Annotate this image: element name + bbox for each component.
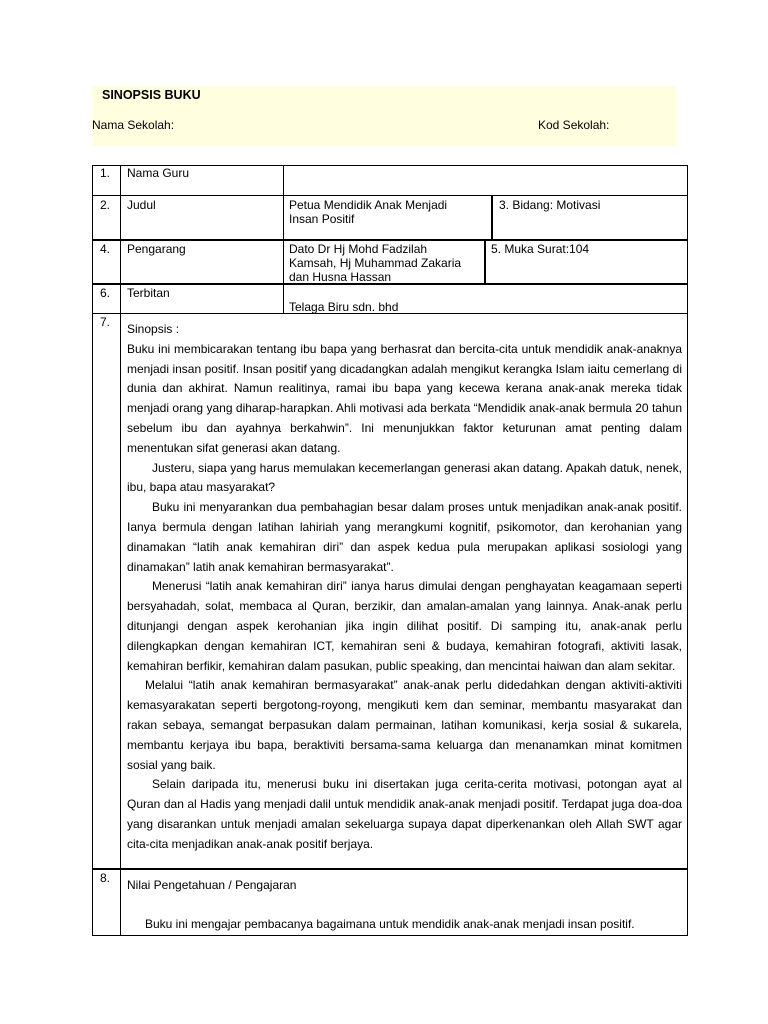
value-terbitan: Telaga Biru sdn. bhd [289,300,399,314]
document-title: SINOPSIS BUKU [102,88,201,102]
row-number: 1. [100,166,111,180]
synopsis-heading: Sinopsis : [127,322,180,336]
value-pengarang-line1: Dato Dr Hj Mohd Fadzilah [289,242,428,256]
row-number: 7. [100,315,111,329]
synopsis-paragraph: Menerusi “latih anak kemahiran diri” ianya harus dimulai dengan penghayatan keagamaan seperti bersyahadah, solat, membaca al Quran, berzikir, dan amalan-amalan yang lainnya. Anak-anak perlu ditunjangi dengan aspek kerohanian jika ingin dilihat positif. Di samping itu, anak-anak perlu dilengkapkan dengan kemahiran ICT, kemahiran seni & budaya, kemahiran fotografi, aktiviti lasak, kemahiran berfikir, kemahiran dalam pasukan, public speaking, dan mencintai haiwan dan alam sekitar. [127,579,682,673]
label-nilai: Nilai Pengetahuan / Pengajaran [127,878,297,892]
synopsis-paragraph: Justeru, siapa yang harus memulakan kecemerlangan generasi akan datang. Apakah datuk, nenek, ibu, bapa atau masyarakat? [127,460,682,495]
school-code-label: Kod Sekolah: [538,118,610,132]
row-number: 8. [100,871,111,885]
school-name-label: Nama Sekolah: [92,118,175,132]
bidang-field: 3. Bidang: Motivasi [499,198,601,212]
value-pengarang-line2: Kamsah, Hj Muhammad Zakaria [289,256,462,270]
synopsis-paragraph: Melalui “latih anak kemahiran bermasyarakat” anak-anak perlu didedahkan dengan aktiviti-aktiviti kemasyarakatan seperti bergotong-royong, mengikuti kem dan seminar, membantu masyarakat dan rakan sebaya, semangat berpasukan dalam permainan, latihan komunikasi, kerja sosial & sukarela, membantu kerjaya ibu bapa, beraktiviti bersama-sama keluarga dan menanamkan minat komitmen sosial yang baik. [127,678,682,772]
synopsis-paragraph: Selain daripada itu, menerusi buku ini disertakan juga cerita-cerita motivasi, potongan ayat al Quran dan al Hadis yang menjadi dalil untuk mendidik anak-anak menjadi positif. Terdapat juga doa-doa yang disarankan untuk menjadi amalan sekeluarga supaya dapat diperkenankan oleh Allah SWT agar cita-cita menjadikan anak-anak positif berjaya. [127,777,682,851]
label-judul: Judul [127,198,156,212]
value-pengarang-line3: dan Husna Hassan [289,270,392,284]
value-judul-line1: Petua Mendidik Anak Menjadi [289,198,448,212]
label-pengarang: Pengarang [127,242,186,256]
value-judul-line2: Insan Positif [289,212,355,226]
label-terbitan: Terbitan [127,286,170,300]
label-nama-guru: Nama Guru [127,166,190,180]
row-number: 6. [100,286,111,300]
synopsis-body [127,320,682,855]
header-box [92,86,676,146]
nilai-text: Buku ini mengajar pembacanya bagaimana untuk mendidik anak-anak menjadi insan positif. [145,917,635,931]
synopsis-table [92,165,688,936]
row-number: 2. [100,198,111,212]
synopsis-paragraph: Buku ini membicarakan tentang ibu bapa yang berhasrat dan bercita-cita untuk mendidik anak-anaknya menjadi insan positif. Insan positif yang dicadangkan adalah mengikut kerangka Islam iaitu cemerlang di dunia dan akhirat. Namun realitinya, ramai ibu bapa yang kecewa kerana anak-anak mereka tidak menjadi orang yang diharap-harapkan. Ahli motivasi ada berkata “Mendidik anak-anak bermula 20 tahun sebelum ibu dan ayahnya berkahwin”. Ini menunjukkan faktor keturunan amat penting dalam menentukan sifat generasi akan datang. [127,341,682,455]
synopsis-paragraph: Buku ini menyarankan dua pembahagian besar dalam proses untuk menjadikan anak-anak positif. Ianya bermula dengan latihan lahiriah yang merangkumi kognitif, psikomotor, dan kerohanian yang dinamakan “latih anak kemahiran diri” dan aspek kedua pula merupakan aplikasi sosiologi yang dinamakan” latih anak kemahiran bermasyarakat”. [127,500,682,574]
row-number: 4. [100,242,111,256]
muka-surat-field: 5. Muka Surat:104 [491,242,590,256]
